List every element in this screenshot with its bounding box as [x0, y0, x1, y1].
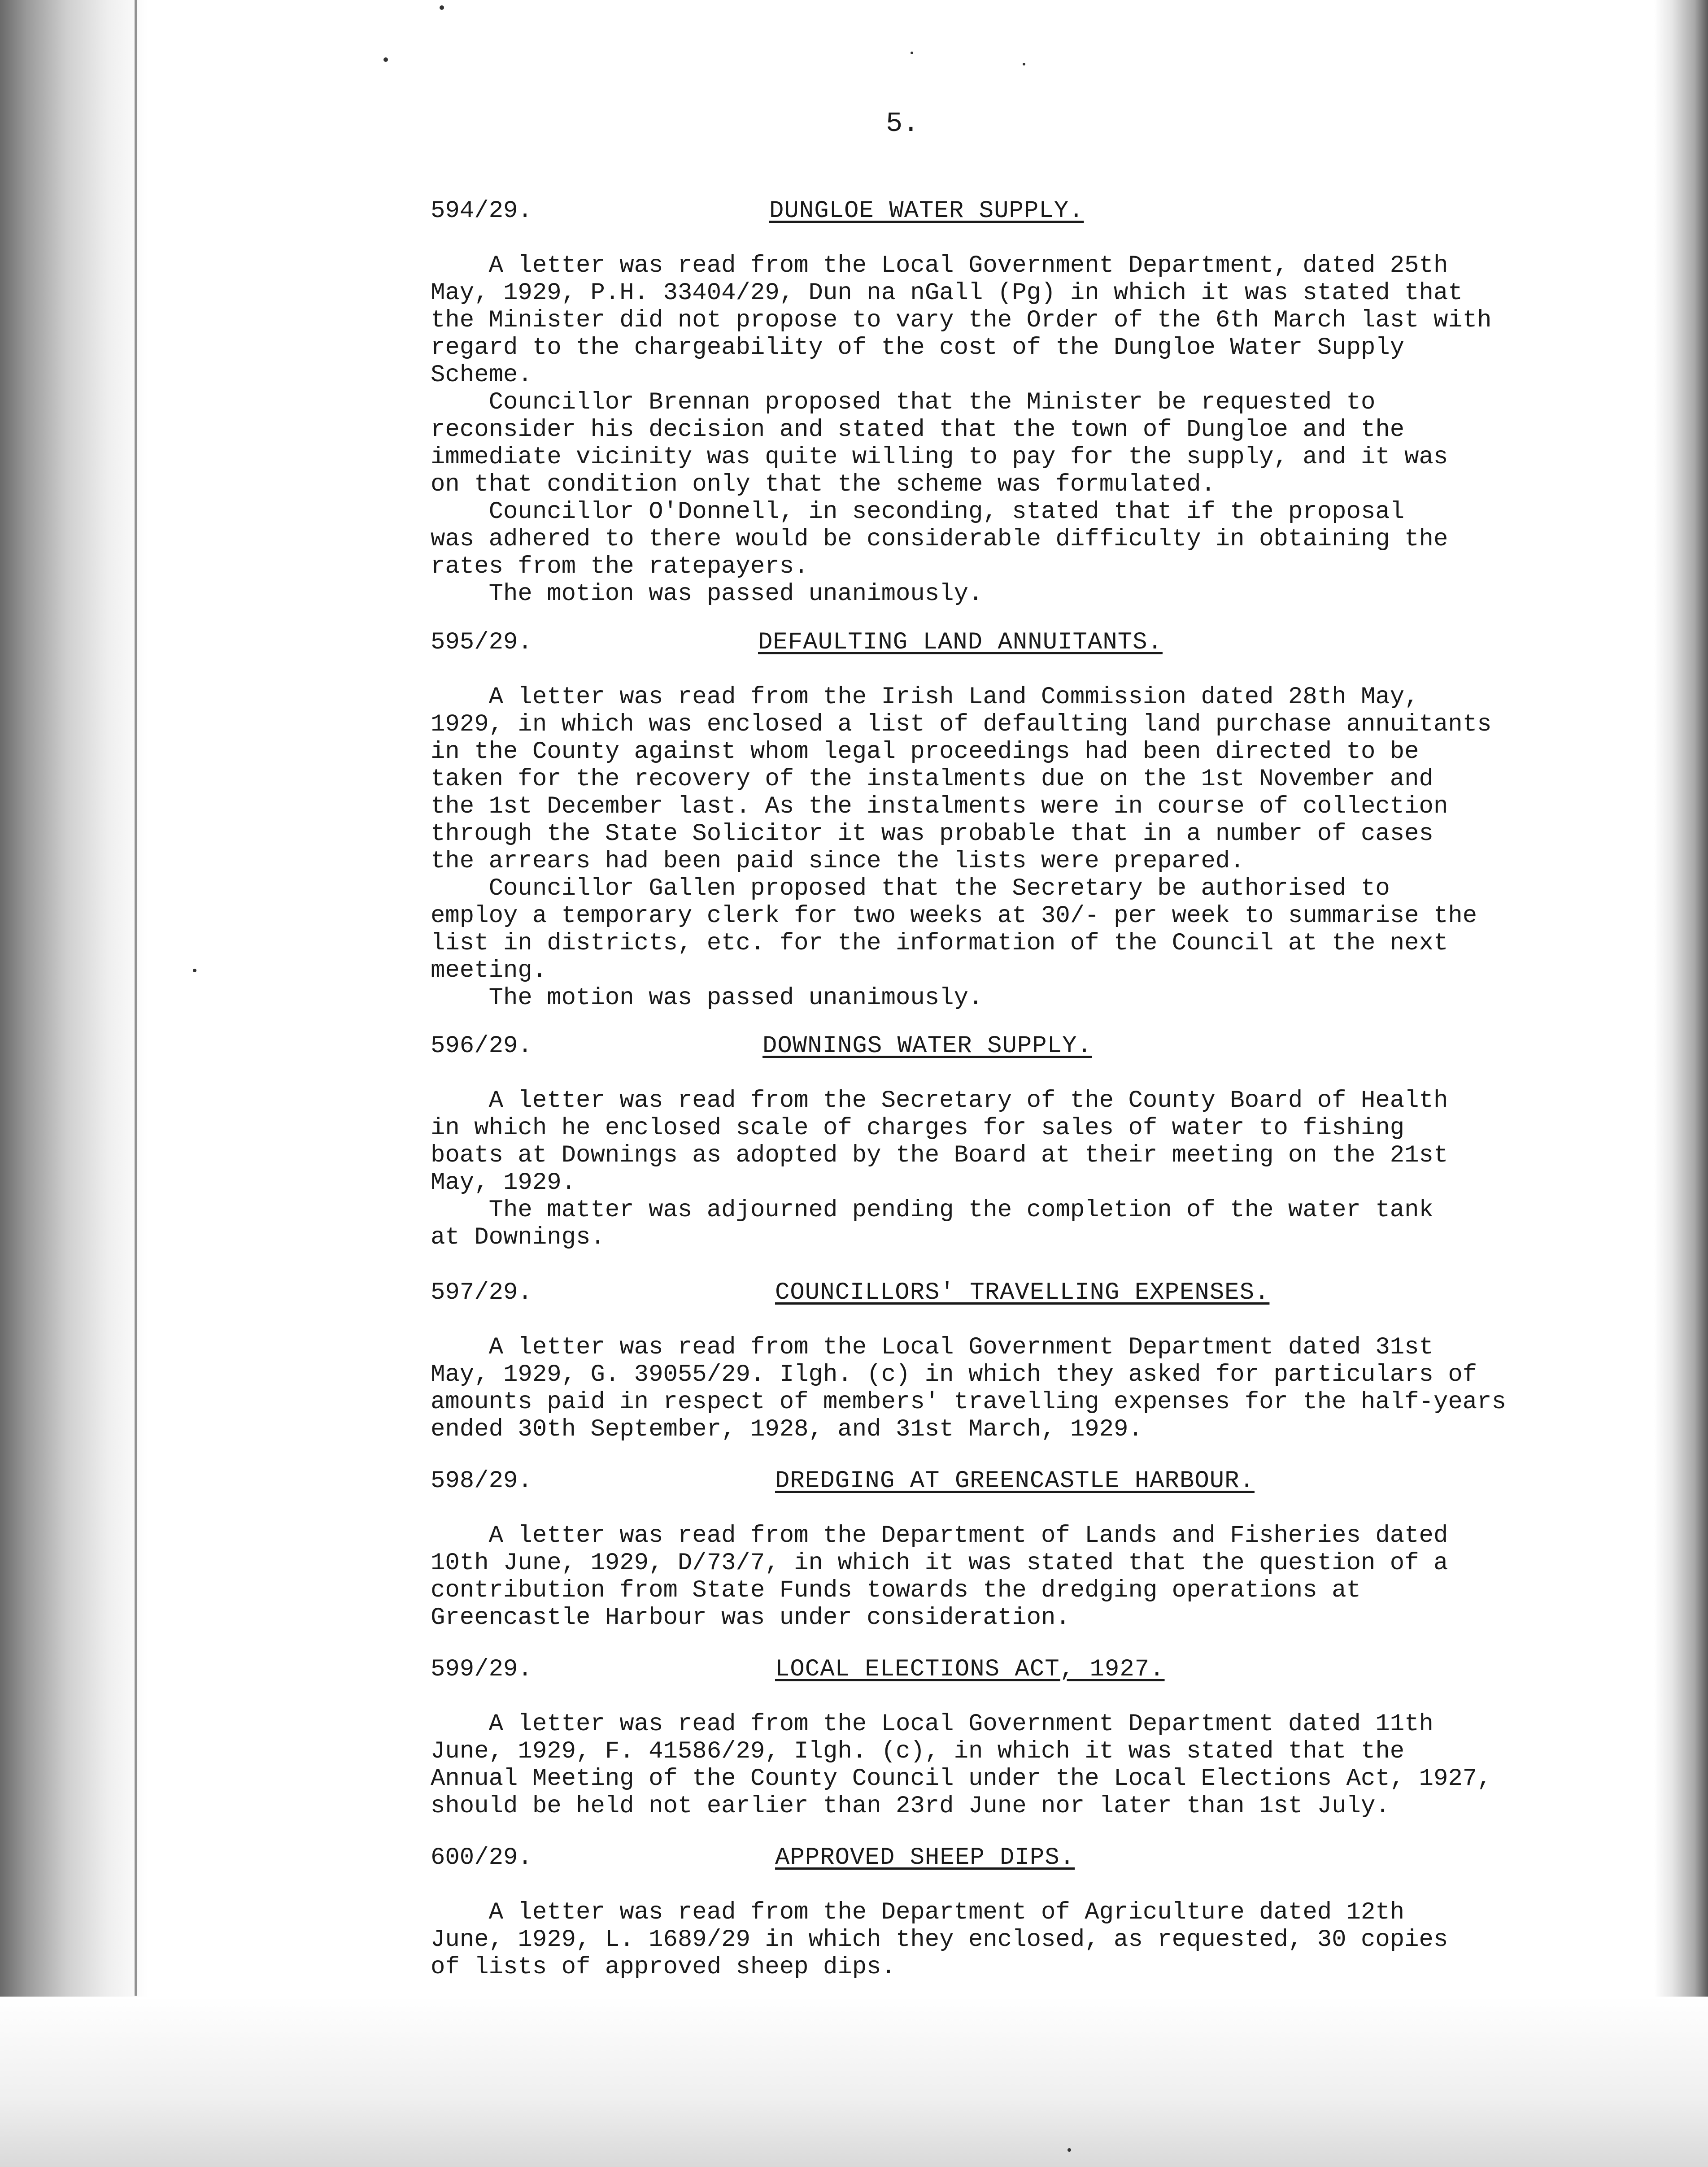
entry-line: ended 30th September, 1928, and 31st March, 1929. — [431, 1416, 1143, 1443]
entry-line: in the County against whom legal proceedings had been directed to be — [431, 738, 1419, 766]
minute-entry — [431, 1844, 1633, 1981]
entry-line: May, 1929, P.H. 33404/29, Dun na nGall (Pg) in which it was stated that — [431, 279, 1463, 307]
entry-line: A letter was read from the Irish Land Commission dated 28th May, — [431, 683, 1419, 711]
entry-header — [431, 197, 1633, 232]
entry-line: the Minister did not propose to vary the Order of the 6th March last with — [431, 307, 1492, 334]
entry-line: contribution from State Funds towards the dredging operations at — [431, 1577, 1361, 1604]
entry-line: in which he enclosed scale of charges for sales of water to fishing — [431, 1114, 1405, 1142]
minute-entry — [431, 629, 1633, 1012]
scan-speck — [911, 52, 913, 54]
entry-header — [431, 1656, 1633, 1691]
entry-header — [431, 1032, 1633, 1067]
entry-line: May, 1929, G. 39055/29. Ilgh. (c) in which they asked for particulars of — [431, 1361, 1477, 1388]
minute-entry — [431, 1279, 1633, 1443]
entry-line: on that condition only that the scheme was formulated. — [431, 471, 1216, 498]
entry-line: should be held not earlier than 23rd June nor later than 1st July. — [431, 1793, 1390, 1820]
entry-header — [431, 1467, 1633, 1502]
entry-line: June, 1929, L. 1689/29 in which they enclosed, as requested, 30 copies — [431, 1926, 1448, 1954]
entry-line: The motion was passed unanimously. — [431, 984, 983, 1012]
scan-bottom-shadow — [0, 1997, 1708, 2167]
minute-entry — [431, 1032, 1633, 1251]
entry-header — [431, 1844, 1633, 1879]
scan-speck — [383, 57, 388, 62]
entry-number: 600/29. — [431, 1844, 532, 1871]
entry-line: A letter was read from the Local Government Department, dated 25th — [431, 252, 1448, 279]
entry-number: 595/29. — [431, 629, 532, 656]
entry-line: taken for the recovery of the instalments due on the 1st November and — [431, 766, 1434, 793]
entry-line: rates from the ratepayers. — [431, 553, 809, 580]
entry-number: 594/29. — [431, 197, 532, 225]
scan-speck — [1023, 63, 1025, 65]
entry-number: 598/29. — [431, 1467, 532, 1495]
entry-line: June, 1929, F. 41586/29, Ilgh. (c), in which it was stated that the — [431, 1738, 1405, 1765]
entry-line: A letter was read from the Local Government Department dated 31st — [431, 1334, 1434, 1361]
entry-number: 596/29. — [431, 1032, 532, 1060]
entry-line: the 1st December last. As the instalments were in course of collection — [431, 793, 1448, 820]
entry-line: The motion was passed unanimously. — [431, 580, 983, 608]
entry-line: the arrears had been paid since the lists were prepared. — [431, 848, 1245, 875]
entry-line: A letter was read from the Department of Lands and Fisheries dated — [431, 1522, 1448, 1549]
entry-line: Councillor Gallen proposed that the Secretary be authorised to — [431, 875, 1390, 902]
entry-line: Annual Meeting of the County Council under the Local Elections Act, 1927, — [431, 1765, 1492, 1793]
entry-line: A letter was read from the Local Government Department dated 11th — [431, 1710, 1434, 1738]
entry-number: 599/29. — [431, 1656, 532, 1683]
entry-line: 10th June, 1929, D/73/7, in which it was stated that the question of a — [431, 1549, 1448, 1577]
scan-binding-shadow-left — [0, 0, 148, 2167]
entry-line: immediate vicinity was quite willing to pay for the supply, and it was — [431, 444, 1448, 471]
page-number: 5. — [886, 108, 919, 139]
entry-title: APPROVED SHEEP DIPS. — [775, 1844, 1075, 1871]
entry-line: meeting. — [431, 957, 547, 984]
entry-header — [431, 1279, 1633, 1314]
entry-line: through the State Solicitor it was probable that in a number of cases — [431, 820, 1434, 848]
entry-line: Councillor O'Donnell, in seconding, stated that if the proposal — [431, 498, 1405, 526]
entry-line: regard to the chargeability of the cost of the Dungloe Water Supply — [431, 334, 1405, 361]
entry-title: DUNGLOE WATER SUPPLY. — [769, 197, 1084, 225]
entry-line: of lists of approved sheep dips. — [431, 1954, 896, 1981]
scan-binding-edge — [135, 0, 137, 1996]
minute-entry — [431, 197, 1633, 608]
entry-title: DOWNINGS WATER SUPPLY. — [762, 1032, 1092, 1060]
minute-entry — [431, 1656, 1633, 1820]
entry-line: Councillor Brennan proposed that the Minister be requested to — [431, 389, 1376, 416]
entry-line: Scheme. — [431, 361, 532, 389]
entry-title: COUNCILLORS' TRAVELLING EXPENSES. — [775, 1279, 1270, 1306]
entry-line: A letter was read from the Department of Agriculture dated 12th — [431, 1899, 1405, 1926]
entry-line: Greencastle Harbour was under consideration. — [431, 1604, 1070, 1632]
entry-title: LOCAL ELECTIONS ACT, 1927. — [775, 1656, 1165, 1683]
entry-header — [431, 629, 1633, 664]
scan-binding-shadow-right — [1654, 0, 1708, 2167]
entry-number: 597/29. — [431, 1279, 532, 1306]
entry-title: DREDGING AT GREENCASTLE HARBOUR. — [775, 1467, 1255, 1495]
scan-speck — [440, 5, 444, 10]
entry-title: DEFAULTING LAND ANNUITANTS. — [758, 629, 1163, 656]
minute-entry — [431, 1467, 1633, 1632]
scan-speck — [1068, 2148, 1071, 2152]
scan-speck — [193, 969, 196, 972]
entry-line: was adhered to there would be considerable difficulty in obtaining the — [431, 526, 1448, 553]
entry-line: boats at Downings as adopted by the Board at their meeting on the 21st — [431, 1142, 1448, 1169]
entry-line: reconsider his decision and stated that the town of Dungloe and the — [431, 416, 1405, 444]
entry-line: at Downings. — [431, 1224, 605, 1251]
entry-line: list in districts, etc. for the information of the Council at the next — [431, 930, 1448, 957]
entry-line: The matter was adjourned pending the completion of the water tank — [431, 1197, 1434, 1224]
entry-line: A letter was read from the Secretary of the County Board of Health — [431, 1087, 1448, 1114]
entry-line: 1929, in which was enclosed a list of defaulting land purchase annuitants — [431, 711, 1492, 738]
entry-line: May, 1929. — [431, 1169, 576, 1197]
entry-line: amounts paid in respect of members' travelling expenses for the half-years — [431, 1388, 1506, 1416]
entry-line: employ a temporary clerk for two weeks at 30/- per week to summarise the — [431, 902, 1477, 930]
